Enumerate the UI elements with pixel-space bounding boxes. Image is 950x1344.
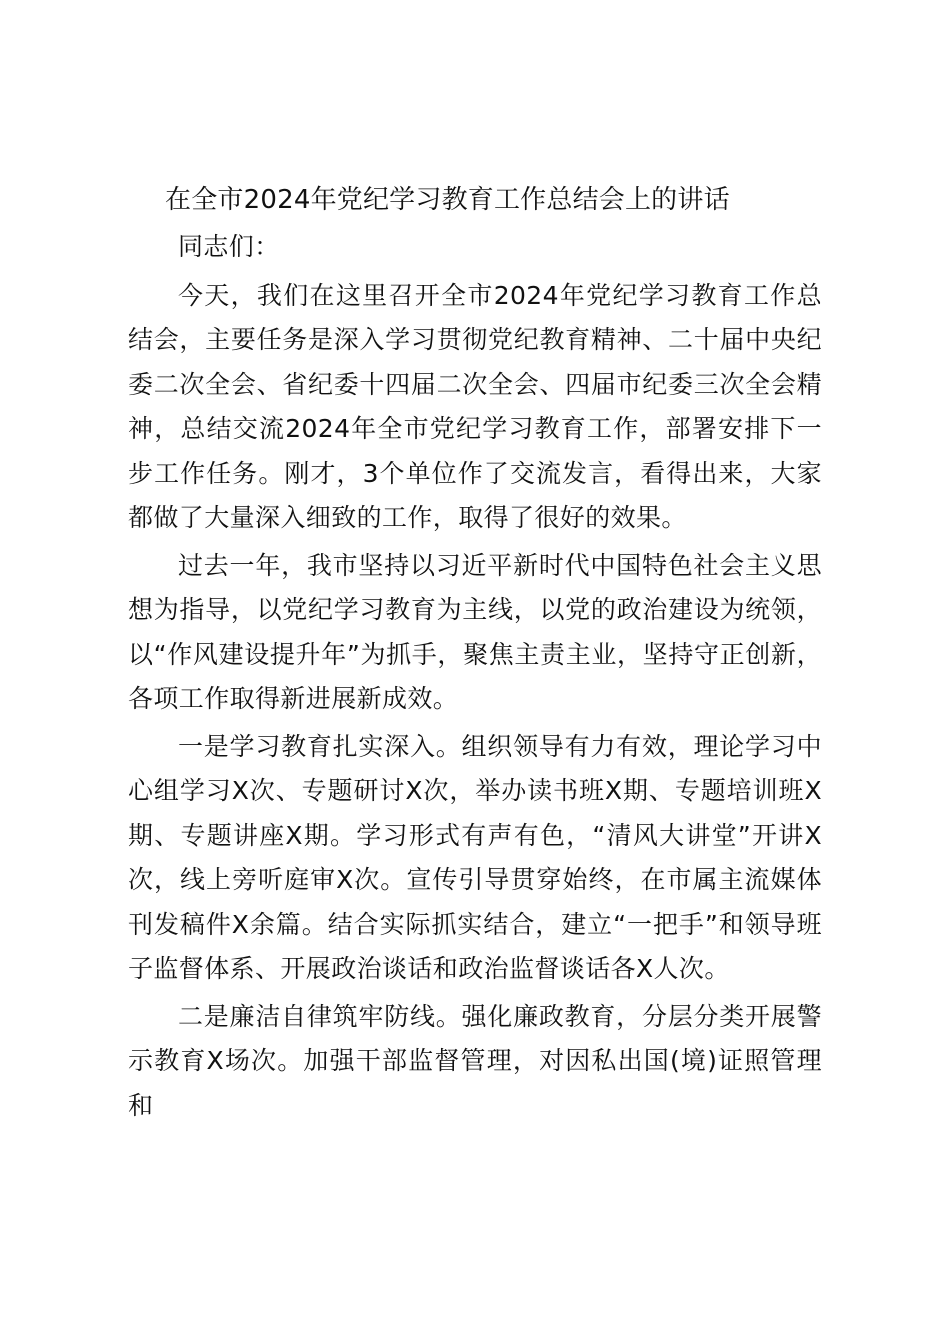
salutation: 同志们：	[178, 232, 280, 261]
paragraph-point-two: 二是廉洁自律筑牢防线。强化廉政教育，分层分类开展警示教育X场次。加强干部监督管理，对因私出国(境)证照管理和	[128, 1001, 822, 1120]
document-body	[128, 175, 822, 1128]
paragraph-opening: 今天，我们在这里召开全市2024年党纪学习教育工作总结会，主要任务是深入学习贯彻党纪教育精神、二十届中央纪委二次全会、省纪委十四届二次全会、四届市纪委三次全会精神，总结交流2024年全市党纪学习教育工作，部署安排下一步工作任务。刚才，3个单位作了交流发言，看得出来，大家都做了大量深入细致的工作，取得了很好的效果。	[128, 280, 822, 532]
paragraph-point-one: 一是学习教育扎实深入。组织领导有力有效，理论学习中心组学习X次、专题研讨X次，举办读书班X期、专题培训班X期、专题讲座X期。学习形式有声有色，“清风大讲堂”开讲X次，线上旁听庭审X次。宣传引导贯穿始终，在市属主流媒体刊发稿件X余篇。结合实际抓实结合，建立“一把手”和领导班子监督体系、开展政治谈话和政治监督谈话各X人次。	[128, 731, 822, 983]
document-title: 在全市2024年党纪学习教育工作总结会上的讲话	[165, 185, 730, 215]
paragraph-overview: 过去一年，我市坚持以习近平新时代中国特色社会主义思想为指导，以党纪学习教育为主线，以党的政治建设为统领，以“作风建设提升年”为抓手，聚焦主责主业，坚持守正创新，各项工作取得新进展新成效。	[128, 550, 822, 713]
